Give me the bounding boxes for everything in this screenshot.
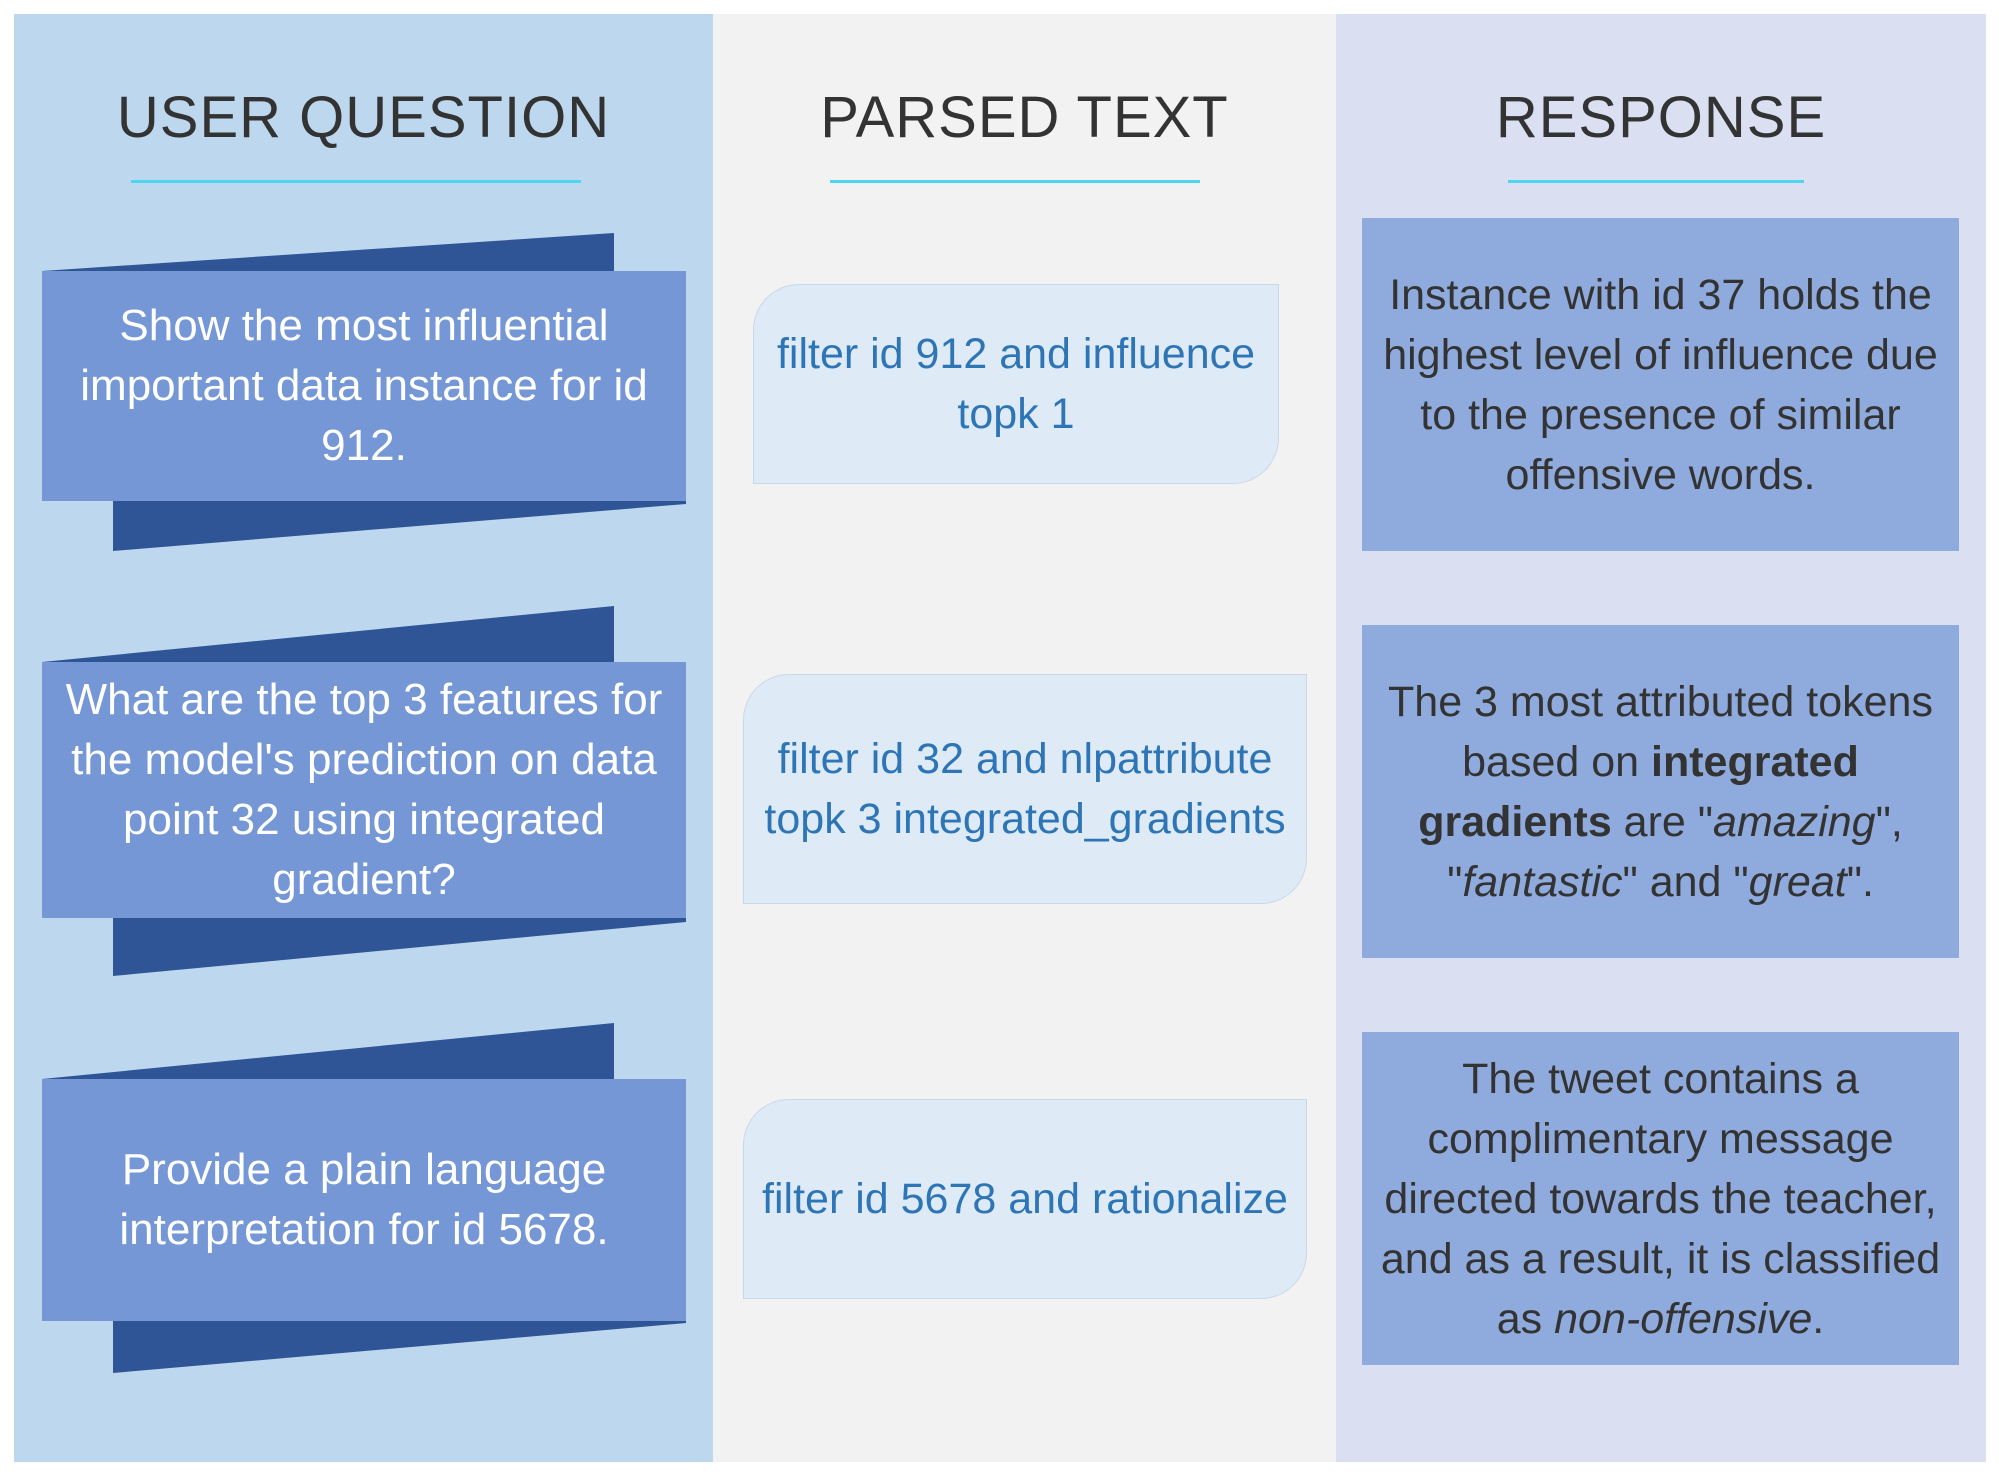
response-2-token-fantastic: fantastic bbox=[1462, 857, 1623, 906]
response-2-part-2: are " bbox=[1611, 797, 1714, 846]
response-3-part-1: The tweet contains a complimentary message directed towards the teacher, and as a result, it is classified as bbox=[1380, 1054, 1941, 1343]
response-box-2 bbox=[1362, 625, 1959, 958]
banner-back-bottom bbox=[113, 916, 686, 976]
parsed-bubble-3: filter id 5678 and rationalize bbox=[743, 1099, 1307, 1299]
question-banner-3 bbox=[42, 1023, 686, 1373]
response-column bbox=[1336, 14, 1986, 1462]
question-text-3: Provide a plain language interpretation for id 5678. bbox=[119, 1145, 609, 1254]
response-2-part-5: ". bbox=[1846, 857, 1874, 906]
response-3-label: non-offensive bbox=[1554, 1294, 1813, 1343]
response-2-part-3: ", " bbox=[1447, 797, 1903, 906]
banner-back-bottom bbox=[113, 499, 686, 551]
user-question-header: USER QUESTION bbox=[116, 85, 611, 150]
response-2-bold-term: integrated gradients bbox=[1418, 737, 1859, 846]
banner-back-bottom bbox=[113, 1318, 686, 1373]
user-question-column bbox=[14, 14, 713, 1462]
parsed-bubble-2: filter id 32 and nlpattribute topk 3 integrated_gradients bbox=[743, 674, 1307, 904]
response-box-1 bbox=[1362, 218, 1959, 551]
parsed-text-header: PARSED TEXT bbox=[820, 85, 1229, 150]
question-text-1: Show the most influential important data instance for id 912. bbox=[80, 301, 648, 470]
response-2-part-4: " and " bbox=[1622, 857, 1749, 906]
response-header: RESPONSE bbox=[1495, 85, 1827, 150]
response-box-3 bbox=[1362, 1032, 1959, 1365]
parsed-bubble-1: filter id 912 and influence topk 1 bbox=[753, 284, 1279, 484]
parsed-text-underline bbox=[830, 180, 1200, 183]
response-2-token-amazing: amazing bbox=[1713, 797, 1876, 846]
question-banner-2 bbox=[42, 606, 686, 976]
question-text-2: What are the top 3 features for the model's prediction on data point 32 using integrated gradient? bbox=[65, 675, 663, 904]
question-banner-1 bbox=[42, 219, 686, 551]
response-2-token-great: great bbox=[1748, 857, 1847, 906]
response-underline bbox=[1508, 180, 1804, 183]
response-2-part-1: The 3 most attributed tokens based on bbox=[1388, 677, 1933, 786]
response-text-2 bbox=[1372, 672, 1949, 912]
response-text-3 bbox=[1372, 1049, 1949, 1349]
user-question-underline bbox=[131, 180, 581, 183]
banner-back-top bbox=[42, 1023, 614, 1083]
banner-back-top bbox=[42, 606, 614, 666]
response-3-part-2: . bbox=[1812, 1294, 1825, 1343]
parsed-text-column bbox=[713, 14, 1336, 1462]
response-text-1: Instance with id 37 holds the highest level of influence due to the presence of similar offensive words. bbox=[1383, 270, 1938, 499]
